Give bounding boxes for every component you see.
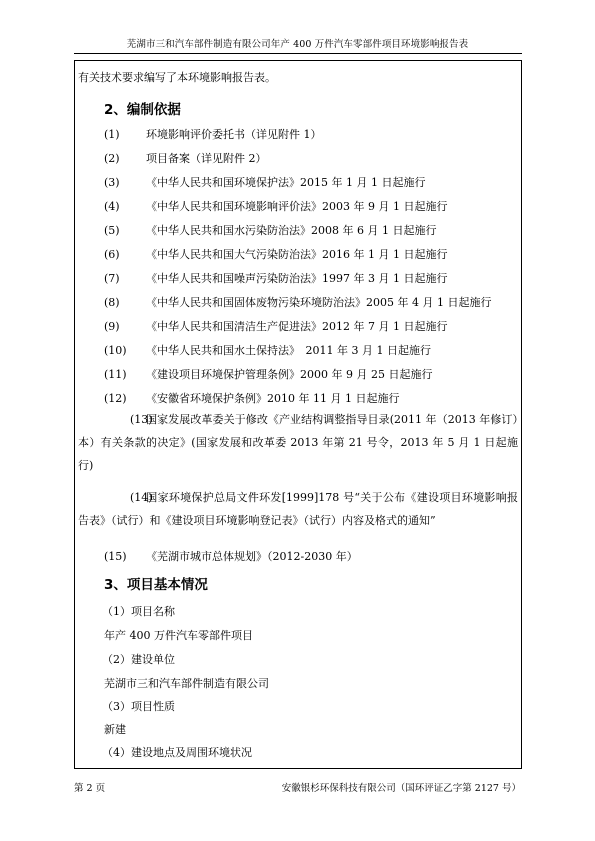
item-number: (14) (130, 491, 153, 504)
list-item (78, 486, 518, 532)
list-item (104, 548, 358, 564)
item-number: (12) (104, 392, 127, 405)
item-number: (8) (104, 296, 120, 309)
item-text: 《中华人民共和国环境保护法》2015 年 1 月 1 日起施行 (146, 176, 426, 189)
sub-label: （3）项目性质 (102, 700, 175, 713)
list-item (104, 246, 447, 262)
list-item (104, 174, 425, 190)
item-number: (2) (104, 152, 120, 165)
list-item (104, 126, 322, 142)
item-number: (10) (104, 344, 127, 357)
item-text: 《中华人民共和国清洁生产促进法》2012 年 7 月 1 日起施行 (146, 320, 448, 333)
item-number: (7) (104, 272, 120, 285)
list-item (104, 198, 447, 214)
list-item (104, 318, 447, 334)
sub-label: （1）项目名称 (102, 605, 175, 618)
item-number: (9) (104, 320, 120, 333)
project-name: 年产 400 万件汽车零部件项目 (104, 629, 253, 642)
footer-company: 安徽银杉环保科技有限公司（国环评证乙字第 2127 号） (281, 783, 521, 794)
item-text: 《中华人民共和国水土保持法》 2011 年 3 月 1 日起施行 (146, 344, 431, 357)
item-text: 国家发展改革委关于修改《产业结构调整指导目录(2011 年（2013 年修订）本）有关条款的决定》(国家发展和改革委 2013 年第 21 号令，2013 年 5 月 1 日起施行) (78, 413, 518, 472)
builder-name: 芜湖市三和汽车部件制造有限公司 (104, 677, 269, 690)
page-number: 第 2 页 (74, 783, 106, 794)
list-item (78, 408, 518, 477)
item-text: 环境影响评价委托书（详见附件 1） (146, 128, 322, 141)
item-number: (15) (104, 550, 127, 563)
item-number: (13) (130, 413, 153, 426)
list-item (104, 294, 491, 310)
item-number: (4) (104, 200, 120, 213)
list-item (104, 270, 447, 286)
section3-heading: 3、项目基本情况 (104, 577, 208, 593)
page-header: 芜湖市三和汽车部件制造有限公司年产 400 万件汽车零部件项目环境影响报告表 (126, 39, 469, 50)
item-text: 项目备案（详见附件 2） (146, 152, 267, 165)
project-nature: 新建 (104, 723, 126, 736)
item-text: 《芜湖市城市总体规划》（2012-2030 年） (146, 550, 358, 563)
item-number: (5) (104, 224, 120, 237)
item-number: (6) (104, 248, 120, 261)
item-text: 《中华人民共和国固体废物污染环境防治法》2005 年 4 月 1 日起施行 (146, 296, 492, 309)
list-item (104, 390, 399, 406)
header-rule (74, 53, 522, 54)
section2-heading: 2、编制依据 (104, 102, 181, 118)
list-item (104, 222, 436, 238)
item-number: (11) (104, 368, 127, 381)
sub-label: （2）建设单位 (102, 653, 175, 666)
sub-label: （4）建设地点及周围环境状况 (102, 746, 252, 759)
item-text: 《建设项目环境保护管理条例》2000 年 9 月 25 日起施行 (146, 368, 433, 381)
item-number: (1) (104, 128, 120, 141)
item-text: 《中华人民共和国噪声污染防治法》1997 年 3 月 1 日起施行 (146, 272, 448, 285)
intro-text: 有关技术要求编写了本环境影响报告表。 (78, 71, 276, 84)
list-item (104, 150, 267, 166)
item-text: 国家环境保护总局文件环发[1999]178 号“关于公布《建设项目环境影响报告表》（试行）和《建设项目环境影响登记表》（试行）内容及格式的通知” (78, 491, 518, 527)
item-text: 《中华人民共和国水污染防治法》2008 年 6 月 1 日起施行 (146, 224, 437, 237)
item-number: (3) (104, 176, 120, 189)
item-text: 《中华人民共和国环境影响评价法》2003 年 9 月 1 日起施行 (146, 200, 448, 213)
list-item (104, 366, 432, 382)
item-text: 《安徽省环境保护条例》2010 年 11 月 1 日起施行 (146, 392, 400, 405)
list-item (104, 342, 431, 358)
item-text: 《中华人民共和国大气污染防治法》2016 年 1 月 1 日起施行 (146, 248, 448, 261)
